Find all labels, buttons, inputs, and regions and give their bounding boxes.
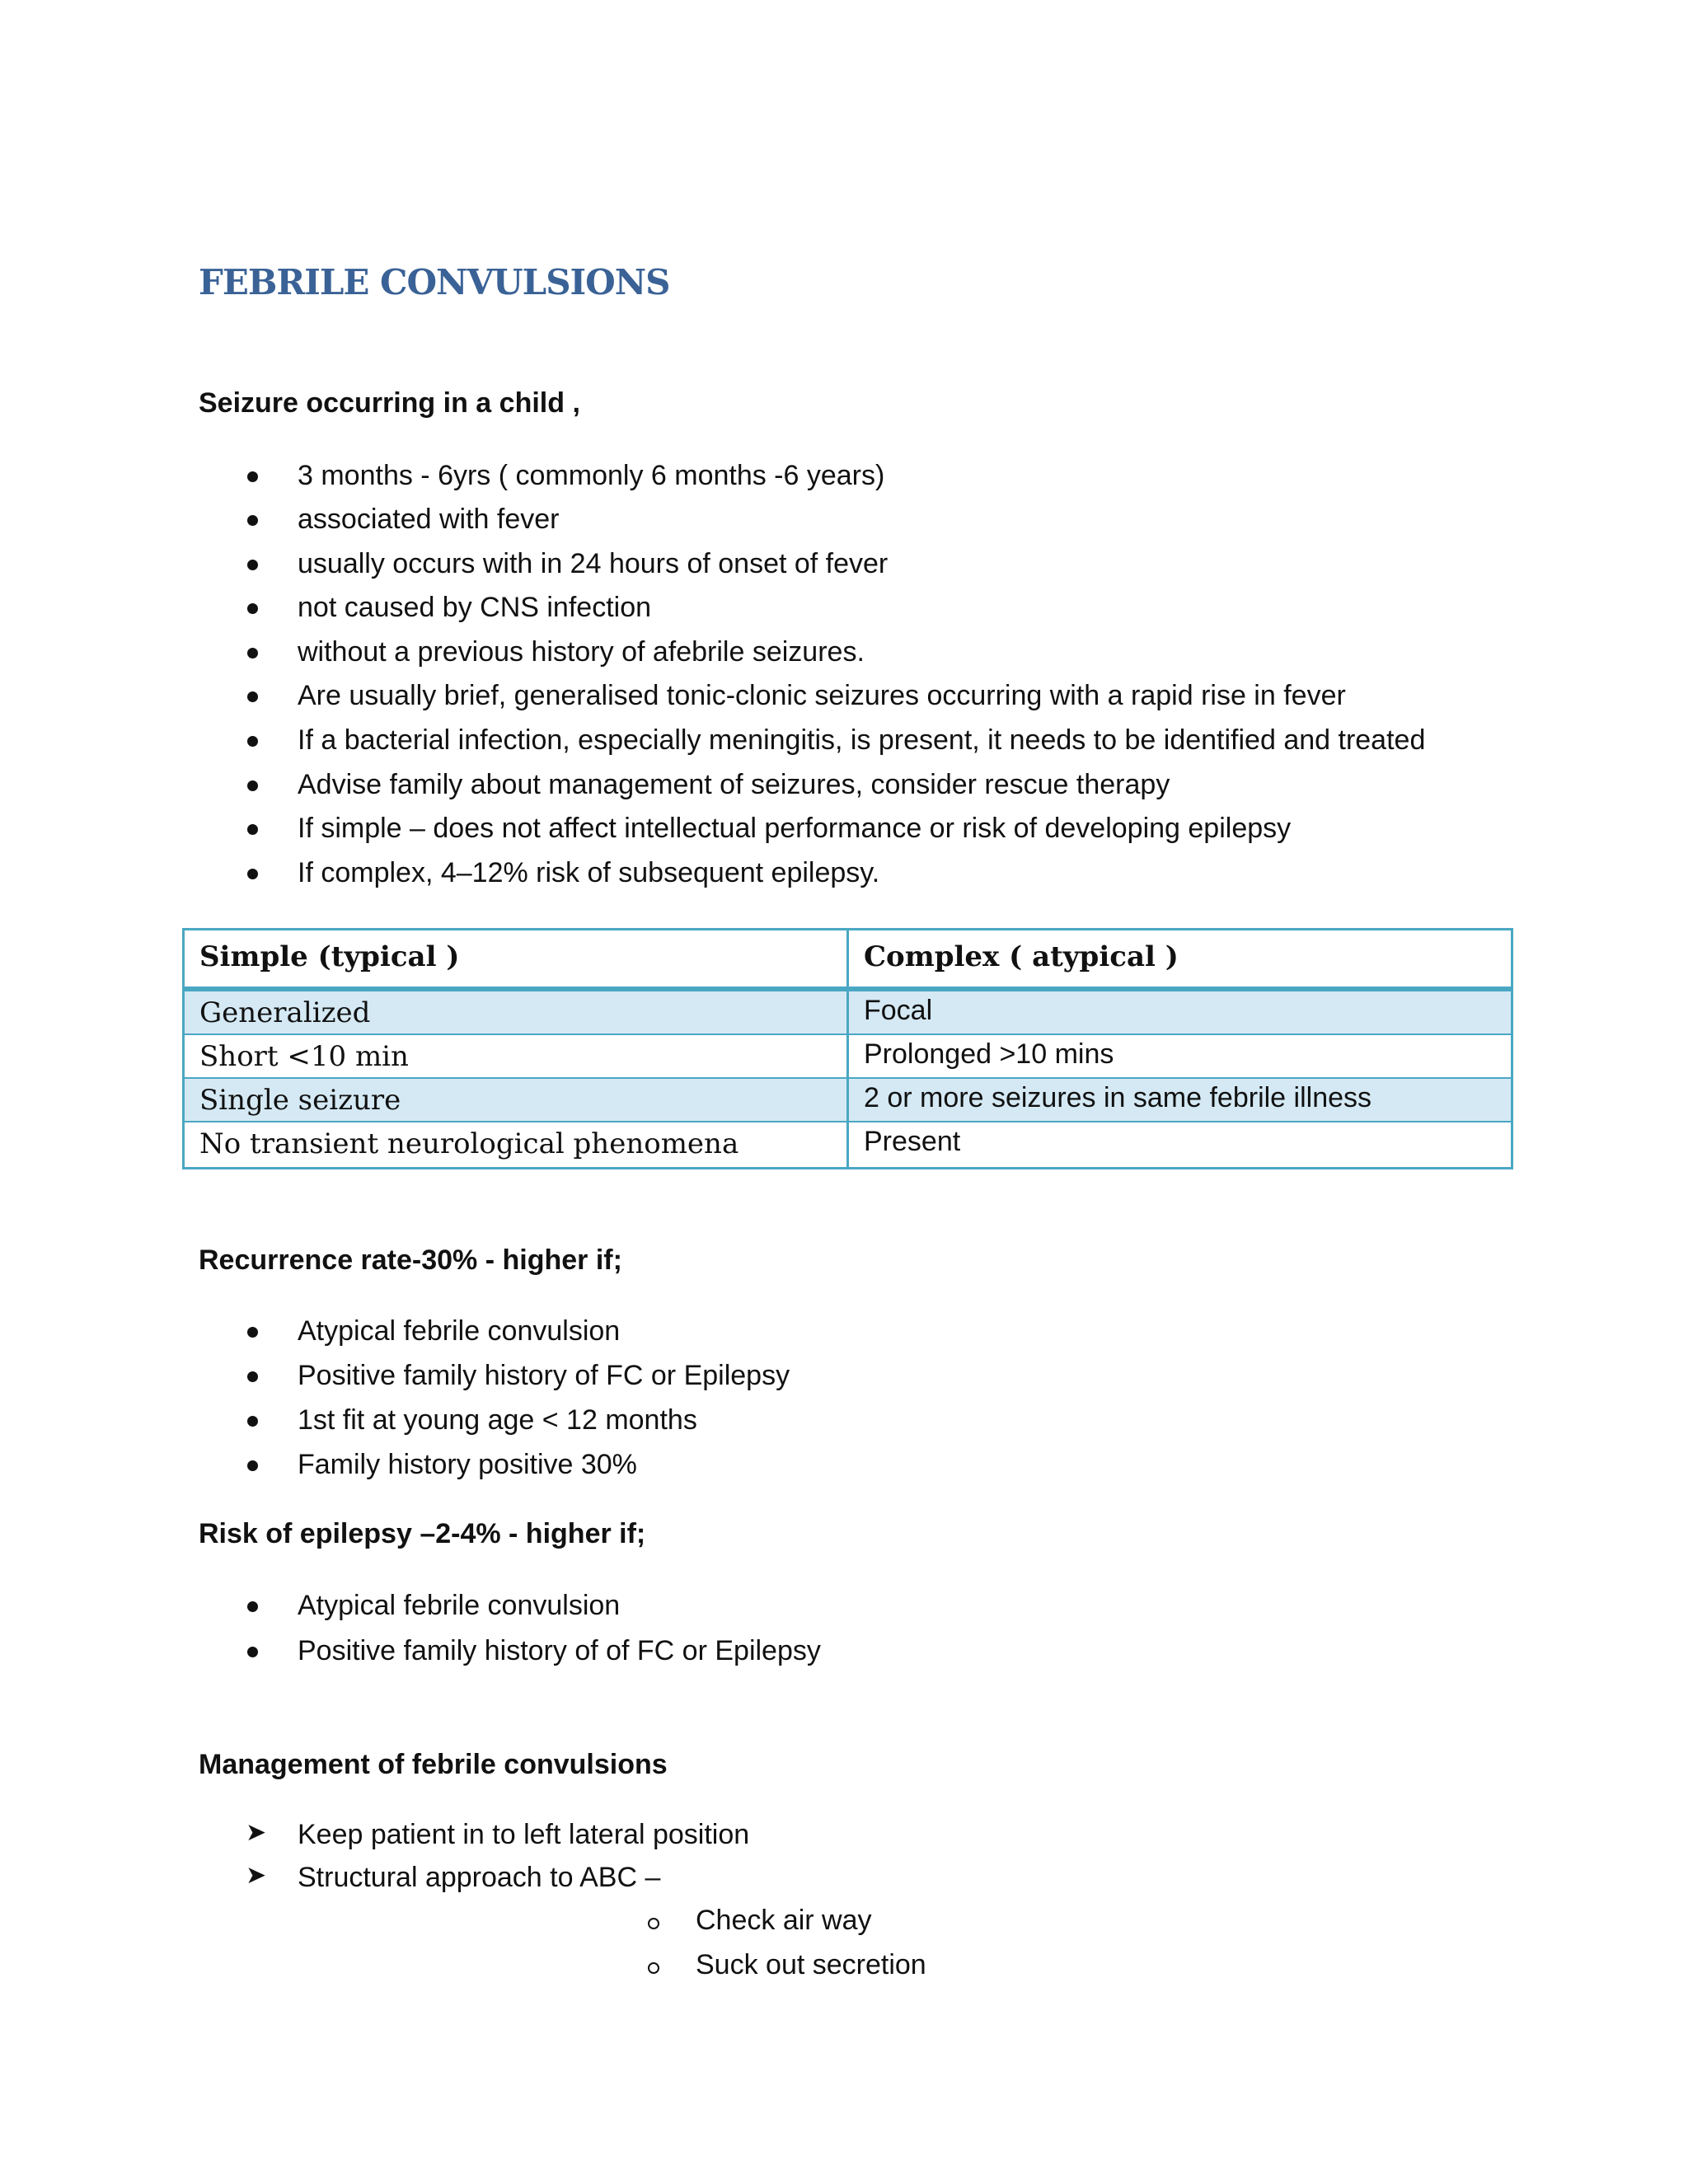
bullet-icon: [247, 869, 258, 879]
table-row: [185, 991, 1511, 1035]
list-item: Are usually brief, generalised tonic-clonic seizures occurring with a rapid rise in fever: [298, 680, 1346, 711]
bullet-icon: [247, 515, 258, 526]
bullet-icon: [247, 780, 258, 791]
list-item: Positive family history of of FC or Epilepsy: [298, 1635, 821, 1666]
bullet-icon: [247, 1601, 258, 1612]
list-item: Atypical febrile convulsion: [298, 1315, 621, 1347]
list-item: 3 months - 6yrs ( commonly 6 months -6 years): [298, 460, 885, 491]
table-cell: No transient neurological phenomena: [185, 1122, 849, 1167]
table-header-row: [185, 930, 1511, 991]
bullet-icon: [247, 1416, 258, 1427]
list-item: Advise family about management of seizures, consider rescue therapy: [298, 769, 1170, 800]
list-item: without a previous history of afebrile seizures.: [298, 636, 865, 668]
list-item: Check air way: [696, 1905, 872, 1936]
list-item: Family history positive 30%: [298, 1449, 637, 1480]
list-item: If complex, 4–12% risk of subsequent epilepsy.: [298, 857, 880, 888]
bullet-icon: [247, 691, 258, 702]
bullet-icon: [247, 1647, 258, 1657]
list-item: associated with fever: [298, 504, 560, 535]
bullet-icon: [247, 1371, 258, 1382]
bullet-icon: [247, 560, 258, 570]
circle-bullet-icon: [648, 1962, 659, 1974]
bullet-icon: [247, 736, 258, 747]
bullet-icon: [247, 1460, 258, 1471]
table-header-cell: Simple (typical ): [185, 930, 849, 987]
table-row: [185, 1035, 1511, 1079]
section-heading-epilepsy-risk: Risk of epilepsy –2-4% - higher if;: [199, 1518, 646, 1549]
arrow-bullet-icon: ➤: [246, 1861, 267, 1890]
list-item: Positive family history of FC or Epilepsy: [298, 1360, 790, 1391]
seizure-comparison-table: [182, 928, 1513, 1169]
table-row: [185, 1122, 1511, 1167]
list-item: Suck out secretion: [696, 1949, 926, 1980]
page-title: FEBRILE CONVULSIONS: [199, 262, 670, 302]
list-item: If a bacterial infection, especially meningitis, is present, it needs to be identified and treated: [298, 724, 1426, 756]
list-item: not caused by CNS infection: [298, 592, 652, 623]
list-item: Keep patient in to left lateral position: [298, 1819, 750, 1850]
list-item: Structural approach to ABC –: [298, 1862, 661, 1893]
bullet-icon: [247, 603, 258, 614]
bullet-icon: [247, 824, 258, 835]
list-item: If simple – does not affect intellectual performance or risk of developing epilepsy: [298, 813, 1292, 844]
list-item: 1st fit at young age < 12 months: [298, 1404, 697, 1436]
bullet-icon: [247, 1327, 258, 1338]
table-cell: 2 or more seizures in same febrile illness: [864, 1082, 1372, 1113]
table-header-cell: Complex ( atypical ): [864, 940, 1179, 973]
table-cell: Generalized: [185, 991, 849, 1033]
table-row: [185, 1079, 1511, 1122]
table-cell: Short <10 min: [185, 1035, 849, 1077]
table-cell: Prolonged >10 mins: [864, 1038, 1114, 1070]
bullet-icon: [247, 471, 258, 482]
section-heading-recurrence: Recurrence rate-30% - higher if;: [199, 1244, 622, 1276]
list-item: Atypical febrile convulsion: [298, 1590, 621, 1621]
circle-bullet-icon: [648, 1918, 659, 1929]
arrow-bullet-icon: ➤: [246, 1818, 267, 1847]
list-item: usually occurs with in 24 hours of onset of fever: [298, 548, 889, 579]
table-cell: Single seizure: [185, 1079, 849, 1121]
section-heading-seizure: Seizure occurring in a child ,: [199, 387, 580, 419]
table-cell: Present: [864, 1126, 961, 1157]
table-cell: Focal: [864, 995, 933, 1026]
bullet-icon: [247, 648, 258, 658]
section-heading-management: Management of febrile convulsions: [199, 1749, 668, 1780]
